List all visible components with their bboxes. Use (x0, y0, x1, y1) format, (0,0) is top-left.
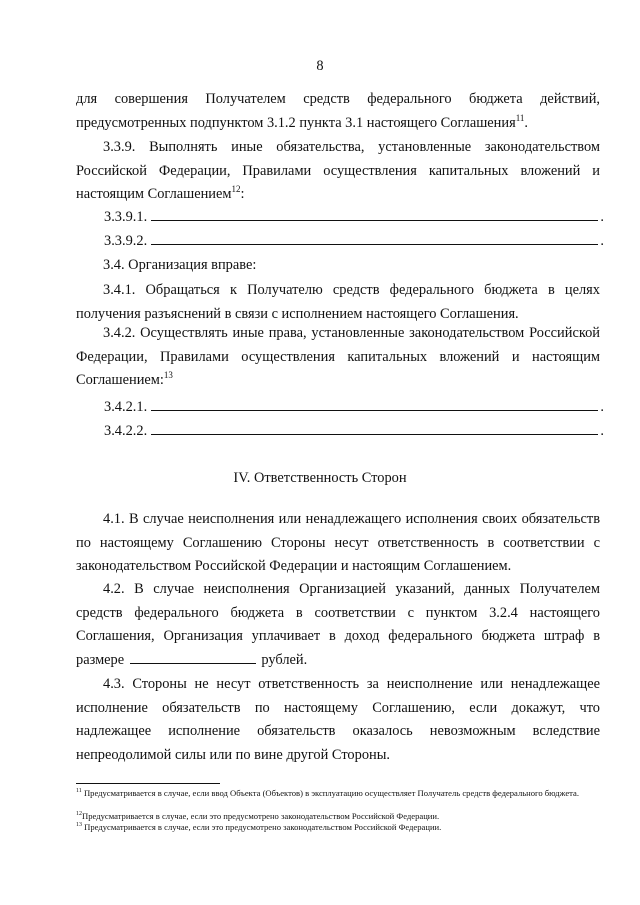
fill-in-blank (151, 230, 598, 245)
paragraph-3-4-2 (76, 322, 600, 393)
item-label: 3.4.2.2. (104, 423, 148, 439)
page-number: 8 (316, 58, 324, 74)
footnote-ref-11: 11 (515, 112, 525, 123)
fill-in-blank (151, 420, 598, 435)
item-end: . (600, 209, 604, 225)
item-end: . (600, 423, 604, 439)
fill-in-blank (151, 206, 598, 221)
footnote-12 (76, 811, 602, 822)
item-end: . (600, 399, 604, 415)
paragraph-3-3-8-continuation (76, 88, 600, 135)
paragraph-4-1: 4.1. В случае неисполнения или ненадлежащего исполнения своих обязательств по настоящему Соглашению Стороны несут ответственность в соответствии с законодательством Российской Федерации и настоящим Соглашением. (76, 511, 600, 574)
paragraph-tail: рублей. (261, 651, 308, 668)
footnote-ref-12: 12 (231, 184, 241, 195)
paragraph-text: 3.4.2. Осуществлять иные права, установленные законодательством Российской Федерации, Правилами осуществления капитальных вложений и настоящим Соглашением: (76, 325, 600, 388)
paragraph-4-3: 4.3. Стороны не несут ответственность за неисполнение или ненадлежащее исполнение обязательств по настоящему Соглашению, если докажут, что надлежащее исполнение обязательств оказалось невозможным вследствие непреодолимой силы или по вине другой Стороны. (76, 676, 600, 763)
paragraph-4-2 (76, 578, 600, 672)
item-label: 3.4.2.1. (104, 399, 148, 415)
paragraph-text: для совершения Получателем средств федерального бюджета действий, предусмотренных подпунктом 3.1.2 пункта 3.1 настоящего Соглашения (76, 91, 600, 131)
item-end: . (600, 233, 604, 249)
footnote-separator (76, 783, 220, 784)
blank-line-3-4-2-1 (104, 396, 604, 420)
footnote-number: 13 (76, 822, 82, 829)
paragraph-3-4-1: 3.4.1. Обращаться к Получателю средств федерального бюджета в целях получения разъяснений в связи с исполнением настоящего Соглашения. (76, 282, 600, 322)
item-label: 3.3.9.1. (104, 209, 148, 225)
footnote-11 (76, 788, 602, 799)
item-label: 3.3.9.2. (104, 233, 148, 249)
footnote-text: Предусматривается в случае, если ввод Объекта (Объектов) в эксплуатацию осуществляет Получатель средств федерального бюджета. (83, 788, 579, 798)
footnote-text: Предусматривается в случае, если это предусмотрено законодательством Российской Федерации. (82, 811, 440, 821)
blank-line-3-3-9-1 (104, 206, 604, 230)
blank-line-3-4-2-2 (104, 420, 604, 444)
footnote-text: Предусматривается в случае, если это предусмотрено законодательством Российской Федерации. (84, 822, 442, 832)
paragraph-tail: : (240, 186, 245, 202)
paragraph-text: 3.3.9. Выполнять иные обязательства, установленные законодательством Российской Федерации, Правилами осуществления капитальных вложений и настоящим Соглашением (76, 139, 600, 202)
footnote-number: 11 (76, 788, 82, 795)
fill-in-blank (151, 396, 598, 411)
paragraph-tail: . (524, 114, 528, 131)
paragraph-3-3-9 (76, 136, 600, 207)
footnote-ref-13: 13 (163, 370, 173, 381)
paragraph-text: 4.2. В случае неисполнения Организацией указаний, данных Получателем средств федерального бюджета в соответствии с пунктом 3.2.4 настоящего Соглашения, Организация уплачивает в доход федерального бюджета штраф в размере (76, 581, 600, 668)
footnote-number: 12 (76, 811, 82, 818)
section-heading: IV. Ответственность Сторон (233, 470, 407, 486)
fine-amount-blank (130, 649, 256, 664)
paragraph-3-4: 3.4. Организация вправе: (103, 257, 257, 273)
blank-line-3-3-9-2 (104, 230, 604, 254)
footnote-13 (76, 822, 602, 833)
